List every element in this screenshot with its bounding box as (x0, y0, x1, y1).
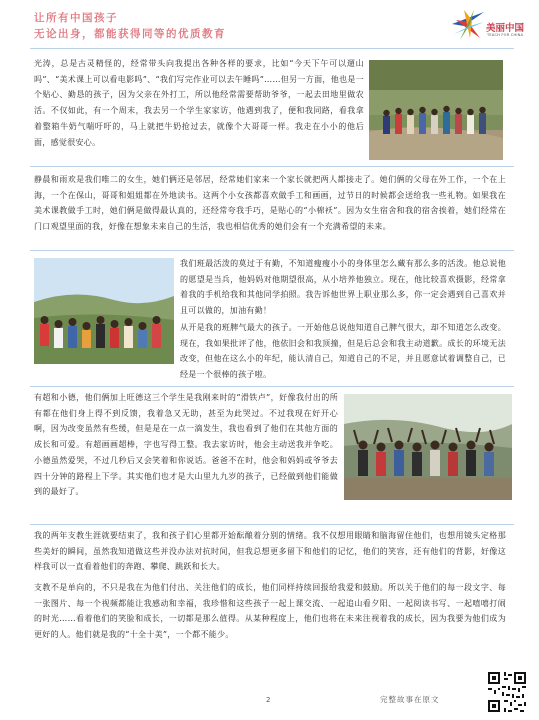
story-guangtao: 光涛，总是古灵精怪的，经常带头向我提出各种各样的要求，比如“今天下午可以遛山吗”、“美术课上可以看电影吗”、“我们写完作业可以去午睡吗”……但另一方面，他也是一个贴心、勤恳的孩子，因为父亲在外打工，所以他经常需要帮助爷爷，一起去田地里做农活。不仅如此，有一个周末，我去另一个学生家家访，他遇到我了，便和我同路，看我拿着整箱牛奶气喘吁吁的，马上就把牛奶抢过去，就像个大哥哥一样。我走在小小的他后面，感觉很安心。 (34, 59, 364, 147)
photo-children-hillside (34, 258, 174, 364)
section-divider-1 (30, 166, 514, 167)
teach-for-china-logo (446, 6, 526, 42)
logo-name-cn: 美丽中国 (486, 23, 525, 34)
header (0, 0, 539, 50)
section-divider-3 (30, 386, 514, 387)
header-divider (30, 48, 514, 49)
page-number: 2 (266, 696, 271, 704)
logo-name-en: TEACH FOR CHINA (487, 33, 524, 37)
section-divider-4 (30, 524, 514, 525)
reflection-farewell: 我的两年支教生涯就要结束了，我和孩子们心里都开始酝酿着分别的情绪。我不仅想用眼睛和脑海留住他们，也想用镜头定格那些美好的瞬间，虽然我知道做这些并没办法对抗时间，但我总想更多留下和他们的记忆，他们的笑容，还有他们的背影，好像这样我可以一直看着他们的奔跑、攀爬、跳跃和长大。 (34, 531, 506, 572)
reflection-mutual-growth: 支教不是单向的，不只是我在为他们付出、关注他们的成长，他们同样持续回报给我爱和鼓励。所以关于他们的每一段文字、每一张图片、每一个视频都能让我感动和幸福，我珍惜和这些孩子一起上课交流、一起追山看夕阳、一起阅读书写、一起嘻嘻打闹的时光……看着他们的笑脸和成长，一切都是那么值得。从某种程度上，他们也将在未来注视着我的成长，因为我要为他们成为更好的人。他们就是我的“十全十美”，一个都不能少。 (34, 583, 506, 640)
slogan-line-1: 让所有中国孩子 (34, 12, 118, 24)
story-youqin: 我们班最活泼的莫过于有勤，不知道瘦瘦小小的身体里怎么藏有那么多的活泼。他总说他的愿望是当兵，他妈妈对他期望很高，从小培养他独立。现在，他比较喜欢摄影，经常拿着我的手机给我和其他同学拍照。我告诉他世界上职业那么多，你一定会遇到自己喜欢并且可以做的，加油有勤！ (180, 259, 506, 316)
story-youchao-xiaode: 有超和小德，他们俩加上旺德这三个学生是我刚来时的“滑铁卢”，好像我付出的所有都在他们身上得不到反馈，我着急又无助，甚至为此哭过。不过我现在好开心啊，因为改变虽然有些缓，但是是在一点一滴发生，我也看到了他们在其他方面的成长和可爱。有超画画超棒，字也写得工整。我去家访时，他会主动送我并争吃。小德虽然爱哭，不过几秒后又会笑着和你说话。爸爸不在时，他会和妈妈或爷爷去四十分钟的路程上下学。其实他们也才是大山里九九岁的孩子，已经做到他们能做到的最好了。 (34, 393, 338, 497)
full-story-link[interactable]: 完整故事在原文 (380, 695, 440, 704)
photo-children-road (369, 60, 503, 160)
section-divider-2 (30, 250, 514, 251)
star-logo-icon (450, 8, 486, 42)
photo-children-arms-raised (344, 394, 512, 500)
story-jingchen-yuhuan: 静晨和雨欢是我们唯二的女生，她们俩还是邻居，经常她们家来一个家长就把两人都接走了。她们俩的父母在外工作，一个在上海，一个在保山，哥哥和姐姐都在外地读书。这两个小女孩都喜欢做手工和画画，过节日的时候都会送给我一些礼物。如果我在美术课教做手工时，她们俩是做得最认真的，还经常夸我手巧，是贴心的“小棉袄”。因为女生宿舍和我的宿舍挨着，她们经常在门口观望里面的我，好像在想象未来自己的生活，我也相信优秀的她们会有一个充满希望的未来。 (34, 175, 506, 232)
qr-code-icon[interactable] (486, 670, 528, 714)
story-congkai: 从开是我的班脾气最大的孩子。一开始他总说他知道自己脾气很大，却不知道怎么改变。现在，我如果批评了他，他依旧会和我顶撞，但是后总会和我主动道歉。成长的环境无法改变，但他在这么小的年纪，能认清自己，知道自己的不足，并且愿意试着调整自己，已经是一个很棒的孩子啦。 (180, 323, 506, 380)
slogan-line-2: 无论出身，都能获得同等的优质教育 (34, 28, 226, 40)
